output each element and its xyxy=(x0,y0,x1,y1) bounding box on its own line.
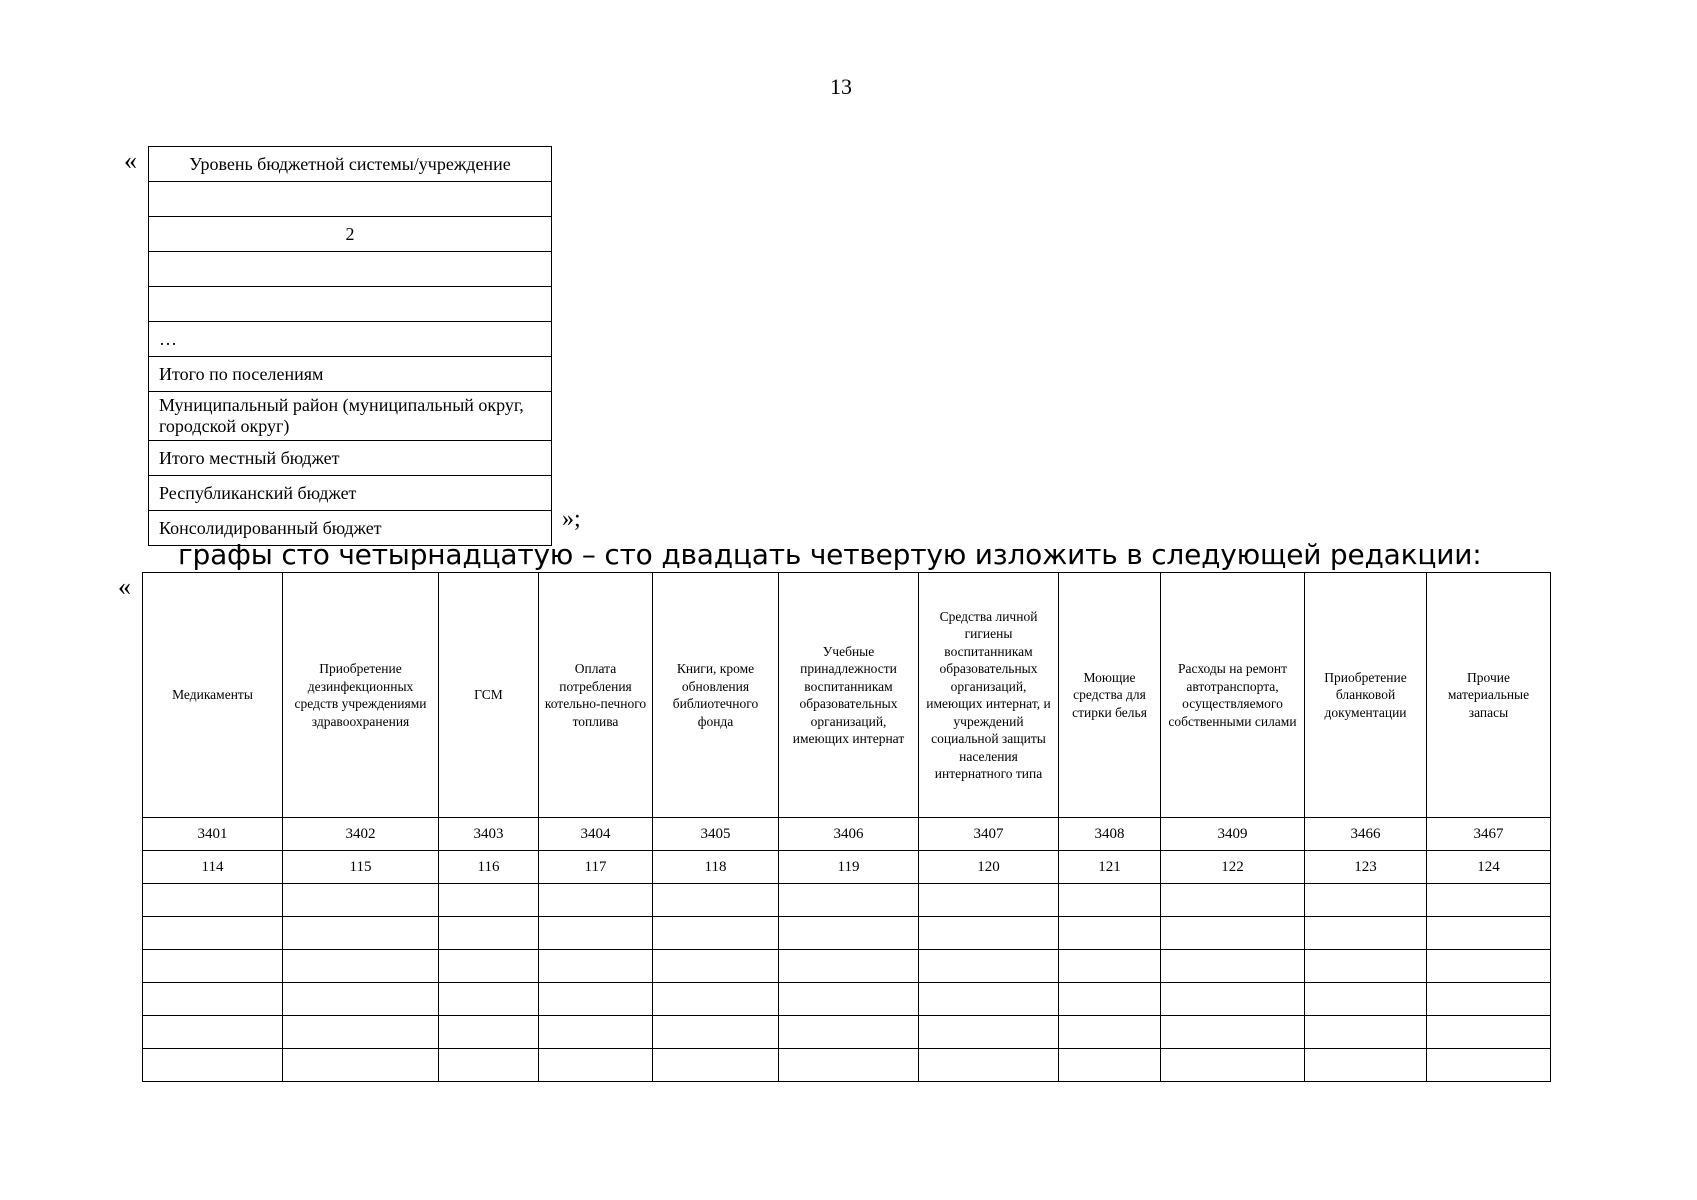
table-row xyxy=(143,1016,1551,1049)
table-row xyxy=(149,217,552,252)
code-row xyxy=(143,818,1551,851)
column-number: 118 xyxy=(653,851,779,884)
table-row xyxy=(143,983,1551,1016)
table-row xyxy=(149,287,552,322)
column-header: Приобретение дезинфекционных средств учреждениями здравоохранения xyxy=(283,573,439,818)
column-code: 3467 xyxy=(1427,818,1551,851)
column-code: 3403 xyxy=(439,818,539,851)
table-row xyxy=(149,252,552,287)
column-number: 124 xyxy=(1427,851,1551,884)
table-row xyxy=(149,441,552,476)
table-row xyxy=(149,476,552,511)
table-row xyxy=(143,917,1551,950)
expense-columns-table xyxy=(142,572,1551,1082)
column-code: 3407 xyxy=(919,818,1059,851)
table-cell: Консолидированный бюджет xyxy=(149,511,552,546)
column-header: Учебные принадлежности воспитанникам образовательных организаций, имеющих интернат xyxy=(779,573,919,818)
table-row xyxy=(149,182,552,217)
column-code: 3401 xyxy=(143,818,283,851)
column-number: 119 xyxy=(779,851,919,884)
column-number: 120 xyxy=(919,851,1059,884)
column-number: 122 xyxy=(1161,851,1305,884)
column-code: 3405 xyxy=(653,818,779,851)
column-number: 121 xyxy=(1059,851,1161,884)
table-cell: 2 xyxy=(149,217,552,252)
column-code: 3404 xyxy=(539,818,653,851)
table-row xyxy=(149,147,552,182)
table-row xyxy=(149,392,552,441)
column-code: 3409 xyxy=(1161,818,1305,851)
column-number: 117 xyxy=(539,851,653,884)
table-cell xyxy=(149,182,552,217)
table-row xyxy=(149,322,552,357)
budget-level-header: Уровень бюджетной системы/учреждение xyxy=(149,147,552,182)
column-header: ГСМ xyxy=(439,573,539,818)
budget-level-table xyxy=(148,146,552,546)
number-row xyxy=(143,851,1551,884)
table-row xyxy=(143,884,1551,917)
column-header: Прочие материальные запасы xyxy=(1427,573,1551,818)
column-header: Средства личной гигиены воспитанникам образовательных организаций, имеющих интернат, и учреждений социальной защиты населения интернатного типа xyxy=(919,573,1059,818)
column-number: 116 xyxy=(439,851,539,884)
column-code: 3406 xyxy=(779,818,919,851)
column-header: Оплата потребления котельно-печного топлива xyxy=(539,573,653,818)
column-number: 114 xyxy=(143,851,283,884)
table-cell xyxy=(149,287,552,322)
table-cell: Итого по поселениям xyxy=(149,357,552,392)
column-header: Расходы на ремонт автотранспорта, осуществляемого собственными силами xyxy=(1161,573,1305,818)
column-header: Приобретение бланковой документации xyxy=(1305,573,1427,818)
header-row xyxy=(143,573,1551,818)
table-cell xyxy=(149,252,552,287)
column-code: 3408 xyxy=(1059,818,1161,851)
table-cell: Итого местный бюджет xyxy=(149,441,552,476)
table-row xyxy=(149,357,552,392)
column-code: 3466 xyxy=(1305,818,1427,851)
opening-quote: « xyxy=(118,572,131,601)
column-header: Моющие средства для стирки белья xyxy=(1059,573,1161,818)
column-header: Книги, кроме обновления библиотечного фонда xyxy=(653,573,779,818)
table-row xyxy=(143,1049,1551,1082)
column-number: 123 xyxy=(1305,851,1427,884)
table-cell: Муниципальный район (муниципальный округ, городской округ) xyxy=(149,392,552,441)
column-code: 3402 xyxy=(283,818,439,851)
column-number: 115 xyxy=(283,851,439,884)
column-header: Медикаменты xyxy=(143,573,283,818)
page-number: 13 xyxy=(830,74,852,99)
instruction-text: графы сто четырнадцатую – сто двадцать четвертую изложить в следующей редакции: xyxy=(178,538,1482,571)
opening-quote: « xyxy=(124,146,137,175)
table-cell: Республиканский бюджет xyxy=(149,476,552,511)
table-cell: … xyxy=(149,322,552,357)
closing-quote: »; xyxy=(562,506,581,532)
table-row xyxy=(143,950,1551,983)
